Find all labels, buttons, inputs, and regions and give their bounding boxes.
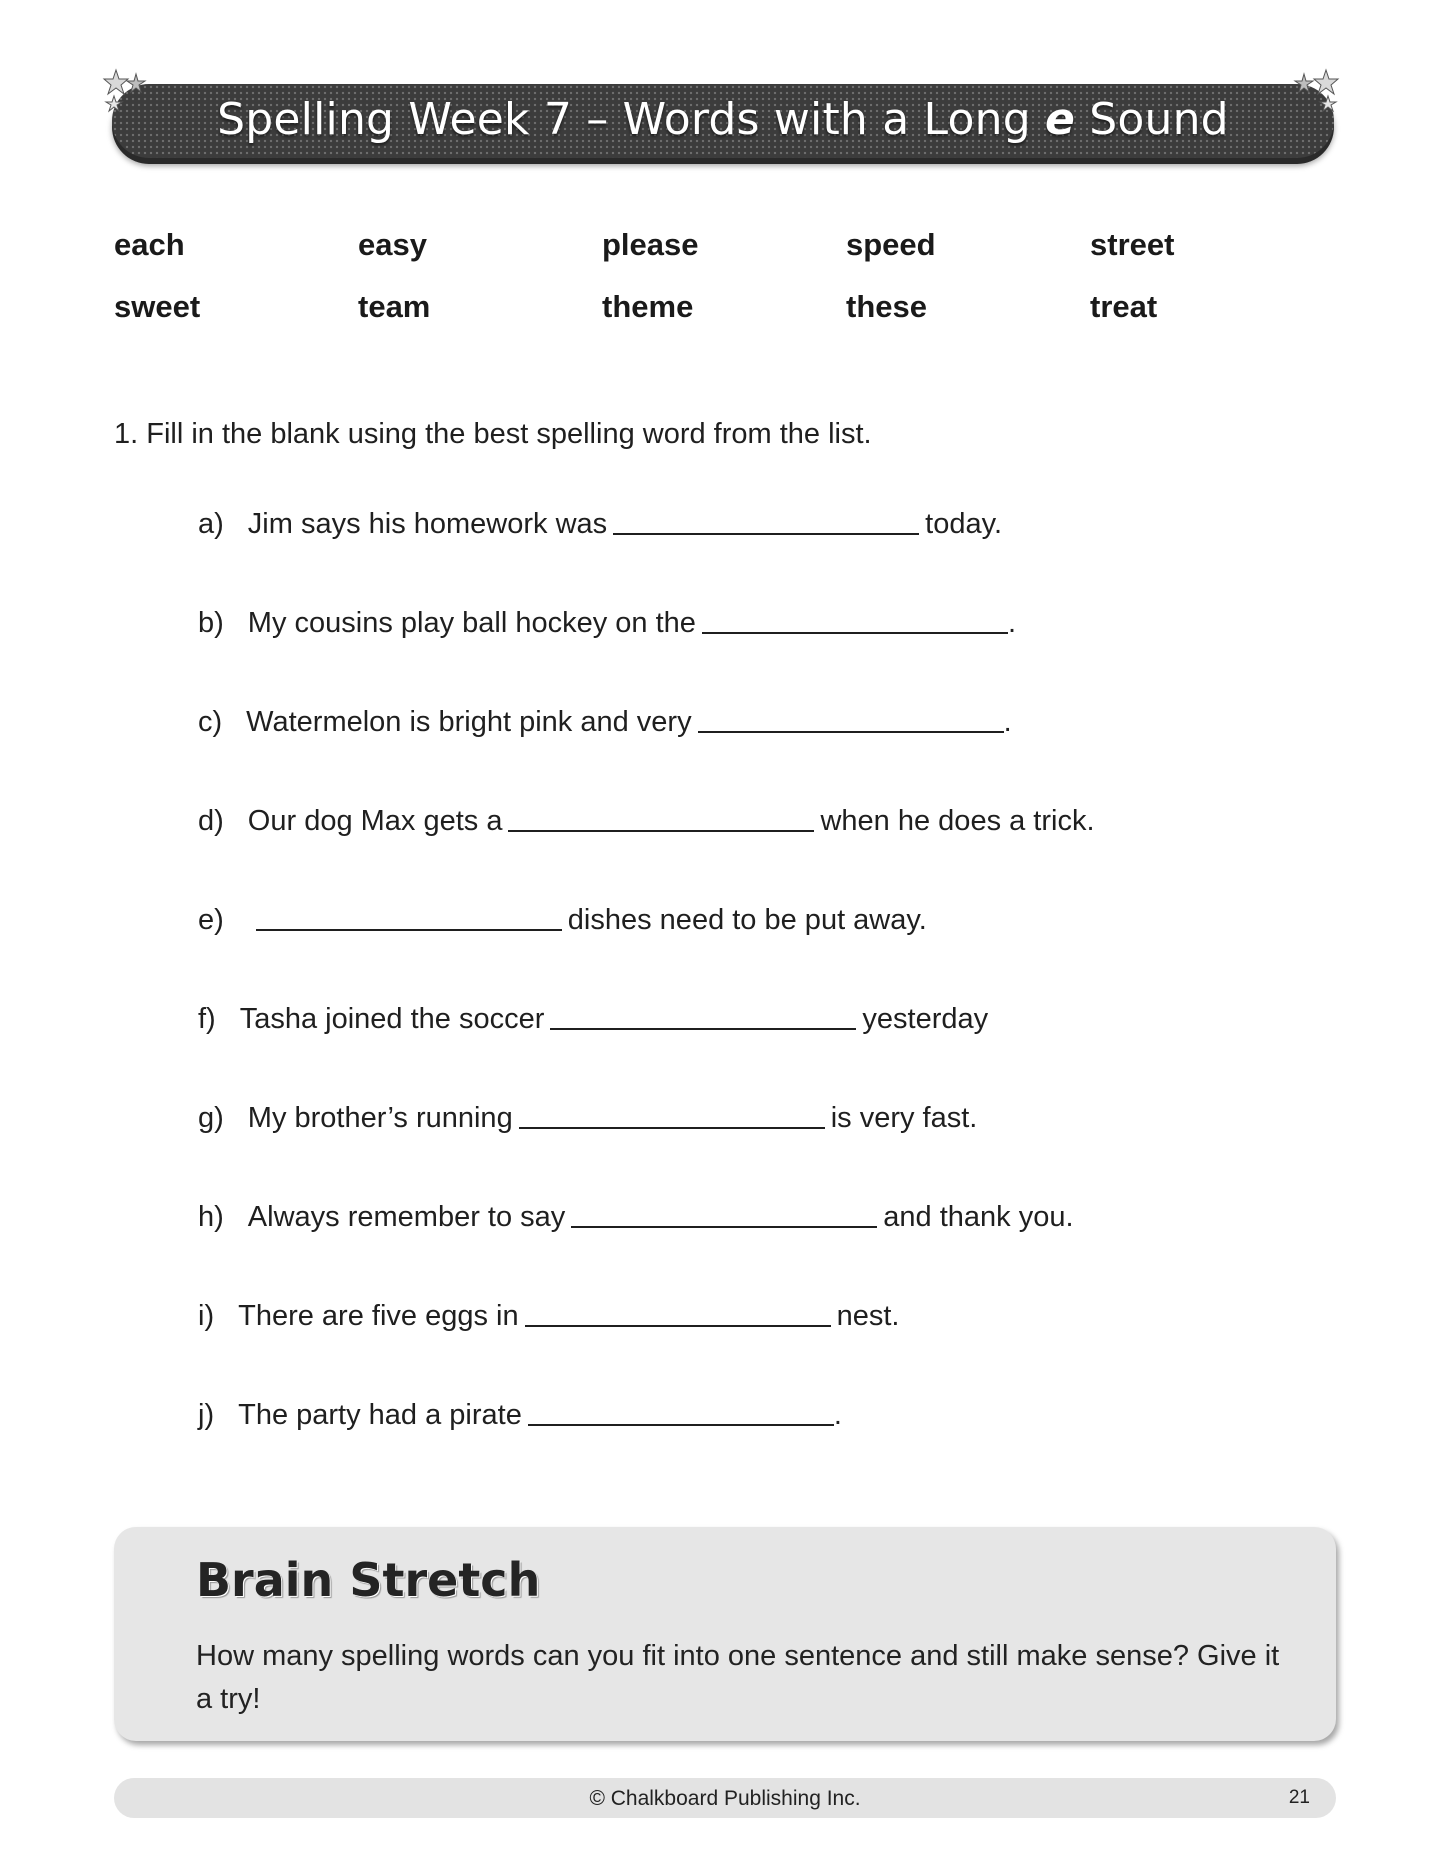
- question-text-before: Always remember to say: [247, 1201, 566, 1233]
- spelling-word: please: [602, 227, 699, 262]
- question-text-before: Watermelon is bright pink and very: [246, 706, 692, 738]
- question-text-after: is very fast.: [830, 1102, 978, 1134]
- answer-blank[interactable]: [571, 1225, 877, 1228]
- answer-blank[interactable]: [256, 928, 562, 931]
- page-title: [112, 94, 1334, 145]
- instruction: 1. Fill in the blank using the best spelling word from the list.: [114, 418, 872, 450]
- copyright-text: © Chalkboard Publishing Inc.: [589, 1787, 861, 1810]
- spelling-word: these: [846, 289, 927, 324]
- question-text-after: when he does a trick.: [820, 805, 1095, 837]
- question-letter: e): [198, 904, 224, 936]
- question-letter: a): [198, 508, 224, 540]
- footer-bar: [114, 1778, 1336, 1818]
- answer-blank[interactable]: [528, 1423, 834, 1426]
- question-letter: j): [198, 1399, 215, 1431]
- question-letter: f): [198, 1003, 216, 1035]
- question-b: [198, 607, 1016, 640]
- question-e: [198, 904, 927, 937]
- question-j: [198, 1399, 842, 1432]
- question-text-before: My cousins play ball hockey on the: [247, 607, 696, 639]
- question-letter: d): [198, 805, 224, 837]
- answer-blank[interactable]: [613, 532, 919, 535]
- question-text-after: .: [1007, 607, 1016, 639]
- brain-stretch-title: Brain Stretch: [196, 1553, 541, 1607]
- question-letter: i): [198, 1300, 215, 1332]
- question-text-before: My brother’s running: [247, 1102, 513, 1134]
- question-g: [198, 1102, 977, 1135]
- question-h: [198, 1201, 1074, 1234]
- question-a: [198, 508, 1002, 541]
- title-text-end: Sound: [1075, 94, 1229, 145]
- title-banner: [112, 84, 1334, 158]
- answer-blank[interactable]: [550, 1027, 856, 1030]
- question-text-after: nest.: [836, 1300, 900, 1332]
- spelling-word: easy: [358, 227, 427, 262]
- star-cluster-icon: [102, 64, 162, 124]
- question-text-before: Tasha joined the soccer: [239, 1003, 545, 1035]
- question-text-before: The party had a pirate: [238, 1399, 522, 1431]
- question-letter: b): [198, 607, 224, 639]
- answer-blank[interactable]: [508, 829, 814, 832]
- question-text-after: .: [1003, 706, 1012, 738]
- title-emphasis: e: [1045, 94, 1076, 145]
- spelling-word: team: [358, 289, 431, 324]
- answer-blank[interactable]: [525, 1324, 831, 1327]
- question-text-before: Our dog Max gets a: [247, 805, 503, 837]
- spelling-word: each: [114, 227, 185, 262]
- answer-blank[interactable]: [519, 1126, 825, 1129]
- question-i: [198, 1300, 899, 1333]
- spelling-word-list: [114, 228, 1354, 324]
- star-cluster-icon: [1280, 64, 1340, 124]
- brain-stretch-box: [114, 1527, 1336, 1741]
- brain-stretch-text: How many spelling words can you fit into one sentence and still make sense? Give it a try!: [196, 1640, 1280, 1715]
- title-text-start: Spelling Week 7 – Words with a Long: [217, 94, 1046, 145]
- answer-blank[interactable]: [698, 730, 1004, 733]
- spelling-word: street: [1090, 227, 1175, 262]
- spelling-word: treat: [1090, 289, 1158, 324]
- spelling-word: sweet: [114, 289, 201, 324]
- question-f: [198, 1003, 988, 1036]
- question-d: [198, 805, 1095, 838]
- question-text-after: and thank you.: [883, 1201, 1074, 1233]
- question-text-after: yesterday: [862, 1003, 989, 1035]
- question-letter: h): [198, 1201, 224, 1233]
- question-text-after: today.: [925, 508, 1003, 540]
- answer-blank[interactable]: [702, 631, 1008, 634]
- question-text-after: dishes need to be put away.: [567, 904, 927, 936]
- question-text-after: .: [833, 1399, 842, 1431]
- spelling-word: theme: [602, 289, 694, 324]
- page-number: 21: [1288, 1787, 1310, 1808]
- question-letter: g): [198, 1102, 224, 1134]
- question-text-before: There are five eggs in: [238, 1300, 519, 1332]
- question-text-before: Jim says his homework was: [247, 508, 608, 540]
- spelling-word: speed: [846, 227, 936, 262]
- question-letter: c): [198, 706, 223, 738]
- question-c: [198, 706, 1012, 739]
